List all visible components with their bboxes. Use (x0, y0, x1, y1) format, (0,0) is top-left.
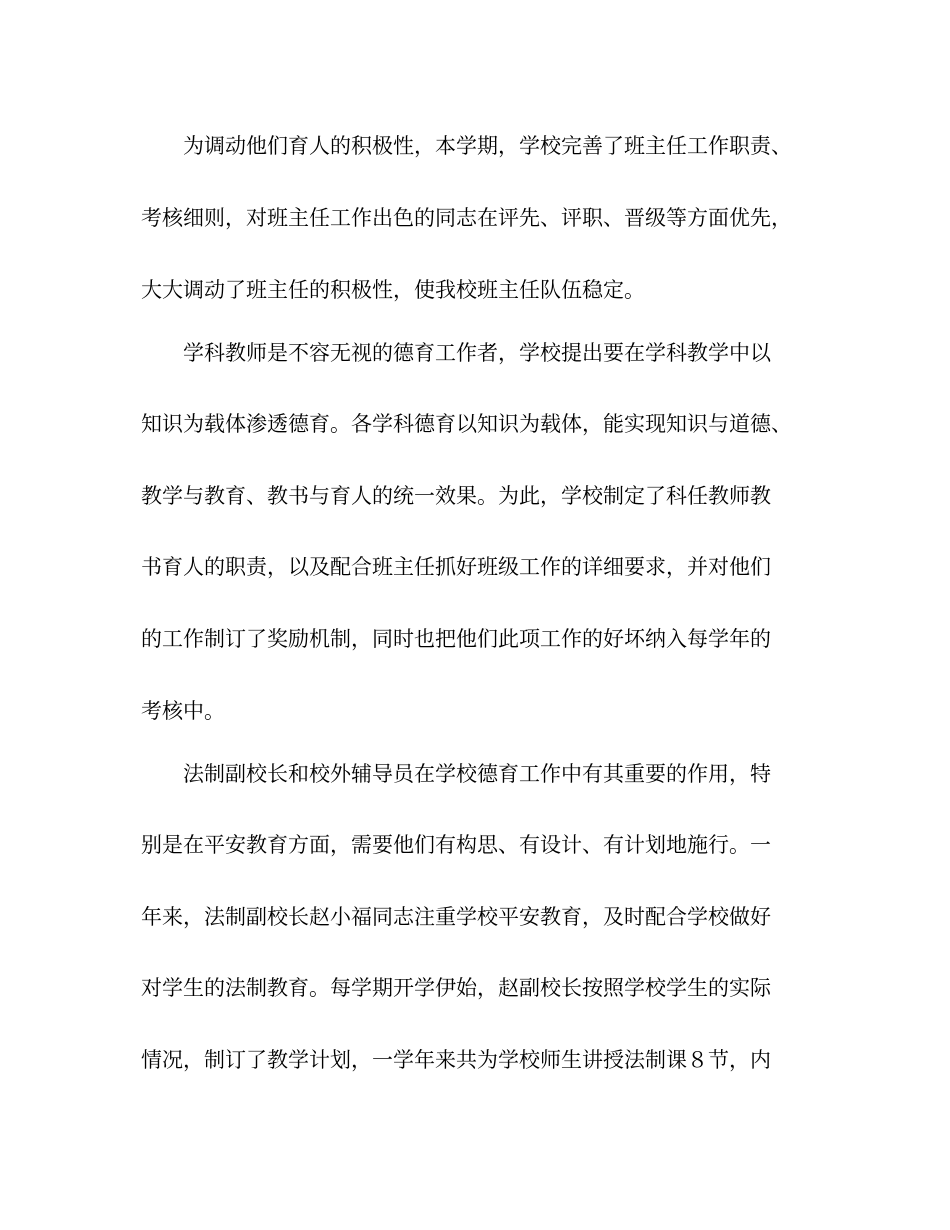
paragraph-2-line-5: 的工作制订了奖励机制，同时也把他们此项工作的好坏纳入每学年的 (141, 627, 771, 651)
paragraph-3-line-4: 对学生的法制教育。每学期开学伊始，赵副校长按照学校学生的实际 (141, 976, 771, 1000)
paragraph-3-line-5: 情况，制订了教学计划，一学年来共为学校师生讲授法制课８节，内 (141, 1048, 771, 1072)
paragraph-1-line-3: 大大调动了班主任的积极性，使我校班主任队伍稳定。 (141, 278, 645, 302)
paragraph-2-line-2: 知识为载体渗透德育。各学科德育以知识为载体，能实现知识与道德、 (141, 412, 792, 436)
paragraph-2-line-1: 学科教师是不容无视的德育工作者，学校提出要在学科教学中以 (183, 341, 771, 365)
paragraph-3-line-2: 别是在平安教育方面，需要他们有构思、有设计、有计划地施行。一 (141, 833, 771, 857)
paragraph-2-line-4: 书育人的职责，以及配合班主任抓好班级工作的详细要求，并对他们 (141, 555, 771, 579)
paragraph-3-line-1: 法制副校长和校外辅导员在学校德育工作中有其重要的作用，特 (183, 762, 771, 786)
paragraph-2-line-6: 考核中。 (141, 699, 225, 723)
paragraph-2-line-3: 教学与教育、教书与育人的统一效果。为此，学校制定了科任教师教 (141, 484, 771, 508)
paragraph-1-line-1: 为调动他们育人的积极性，本学期，学校完善了班主任工作职责、 (183, 134, 792, 158)
paragraph-1-line-2: 考核细则，对班主任工作出色的同志在评先、评职、晋级等方面优先， (141, 206, 792, 230)
paragraph-3-line-3: 年来，法制副校长赵小福同志注重学校平安教育，及时配合学校做好 (141, 905, 771, 929)
